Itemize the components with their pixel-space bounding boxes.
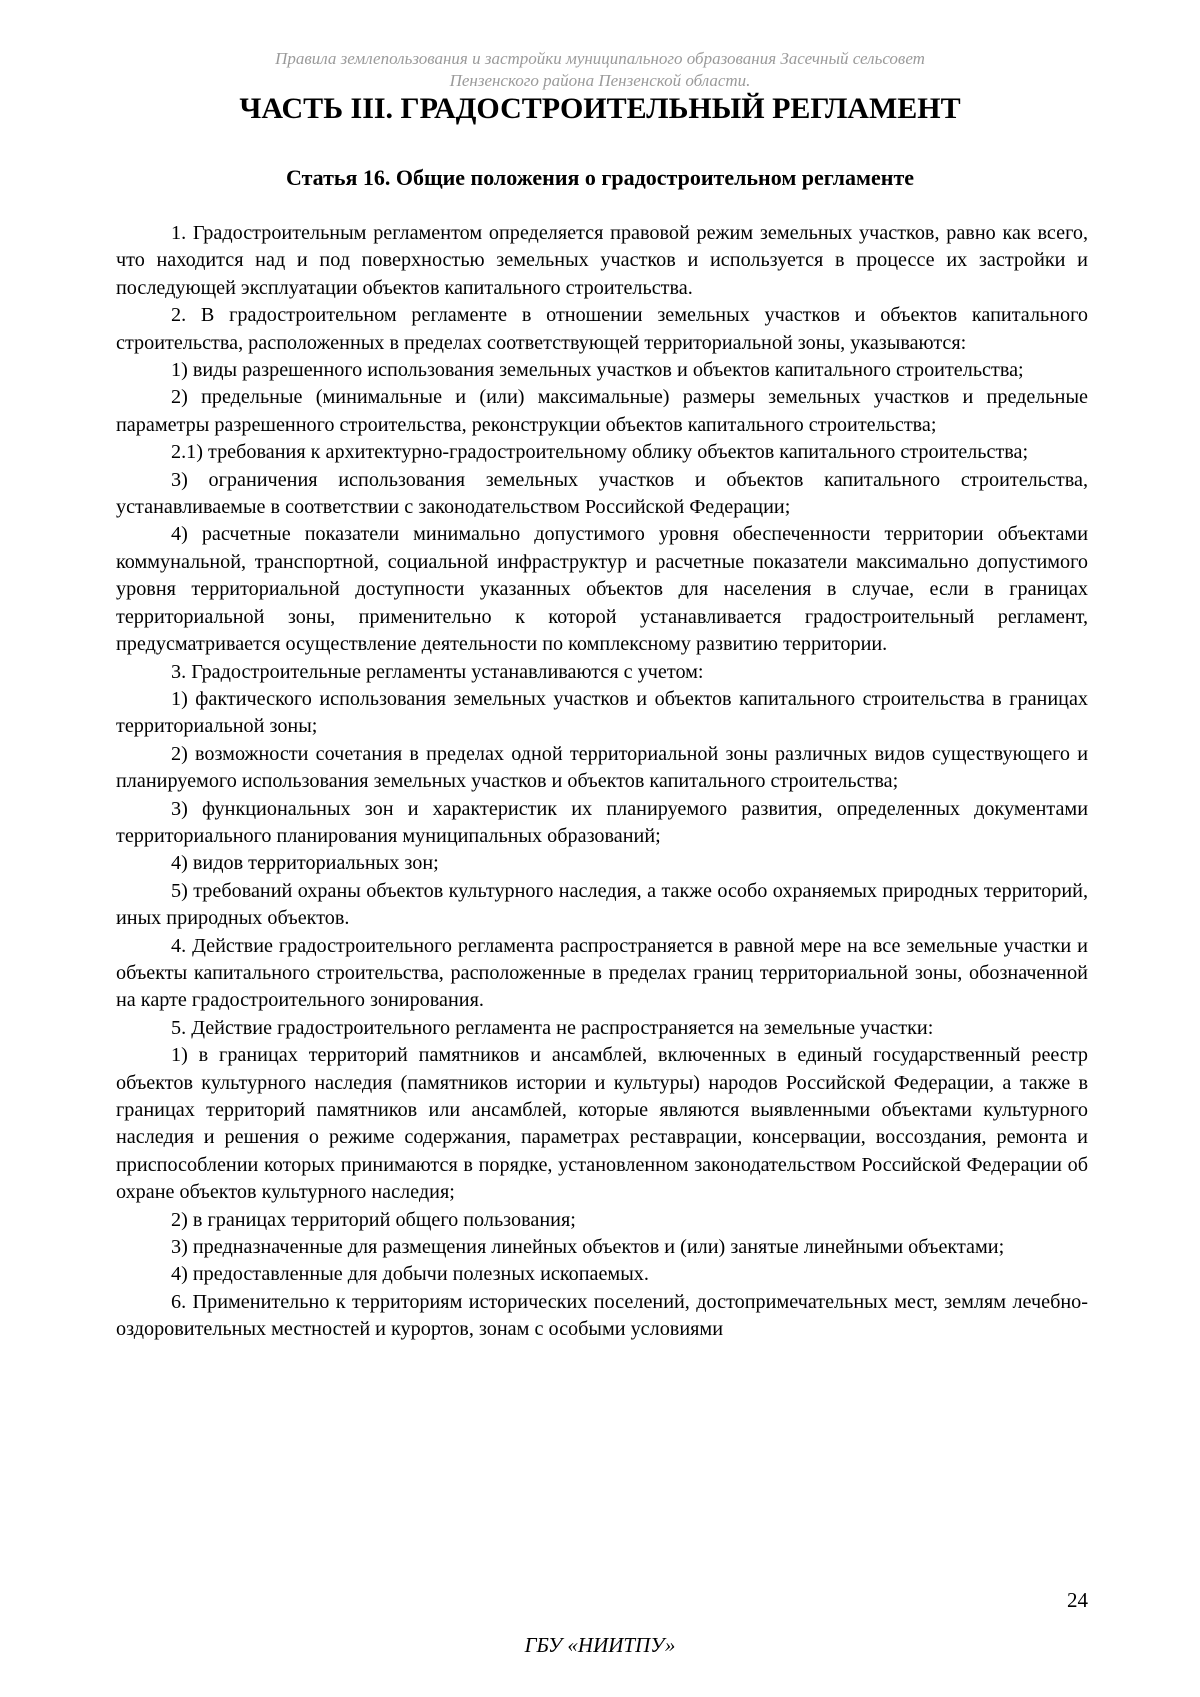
paragraph: 1) фактического использования земельных участков и объектов капитального строительства в границах территориальной зоны;: [116, 687, 1088, 738]
part-title: ЧАСТЬ III. ГРАДОСТРОИТЕЛЬНЫЙ РЕГЛАМЕНТ: [239, 92, 961, 125]
paragraph: 3. Градостроительные регламенты устанавливаются с учетом:: [171, 660, 704, 683]
paragraph: 3) предназначенные для размещения линейных объектов и (или) занятые линейными объектами;: [171, 1236, 1005, 1259]
paragraph: 2) в границах территорий общего пользования;: [171, 1208, 576, 1231]
paragraph: 2) предельные (минимальные и (или) максимальные) размеры земельных участков и предельные параметры разрешенного строительства, реконструкции объектов капитального строительства;: [116, 386, 1088, 436]
footer-organization: ГБУ «НИИТПУ»: [524, 1633, 676, 1657]
running-header-line-2: Пензенского района Пензенской области.: [449, 71, 751, 90]
paragraph: 6. Применительно к территориям исторических поселений, достопримечательных мест, землям лечебно-оздоровительных местностей и курортов, зонам с особыми условиями: [116, 1290, 1088, 1341]
paragraph: 4) расчетные показатели минимально допустимого уровня обеспеченности территории объектами коммунальной, транспортной, социальной инфраструктур и расчетные показатели максимально допустимого уровня территориальной доступности указанных объектов для населения в случае, если в границах территориальной зоны, применительно к которой устанавливается градостроительный регламент, предусматривается осуществление деятельности по комплексному развитию территории.: [116, 523, 1088, 656]
paragraph: 1) в границах территорий памятников и ансамблей, включенных в единый государственный реестр объектов культурного наследия (памятников истории и культуры) народов Российской Федерации, а также в границах территорий памятников или ансамблей, которые являются выявленными объектами культурного наследия и решения о режиме содержания, параметрах реставрации, консервации, воссоздания, ремонта и приспособлении которых принимаются в порядке, установленном законодательством Российской Федерации об охране объектов культурного наследия;: [116, 1044, 1088, 1204]
paragraph: 4) предоставленные для добычи полезных ископаемых.: [171, 1263, 649, 1286]
paragraph: 4. Действие градостроительного регламента распространяется в равной мере на все земельные участки и объекты капитального строительства, расположенные в пределах границ территориальной зоны, обозначенной на карте градостроительного зонирования.: [116, 934, 1088, 1012]
page-number: 24: [1067, 1588, 1088, 1612]
paragraph: 4) видов территориальных зон;: [171, 852, 439, 875]
paragraph: 3) функциональных зон и характеристик их планируемого развития, определенных документами территориального планирования муниципальных образований;: [116, 797, 1088, 847]
paragraph: 5) требований охраны объектов культурного наследия, а также особо охраняемых природных территорий, иных природных объектов.: [116, 879, 1088, 930]
paragraph: 1) виды разрешенного использования земельных участков и объектов капитального строительства;: [171, 359, 1024, 382]
paragraph: 5. Действие градостроительного регламента не распространяется на земельные участки:: [171, 1016, 934, 1039]
paragraph: 1. Градостроительным регламентом определяется правовой режим земельных участков, равно как всего, что находится над и под поверхностью земельных участков и используется в процессе их застройки и последующей эксплуатации объектов капитального строительства.: [116, 222, 1088, 299]
paragraph: 2) возможности сочетания в пределах одной территориальной зоны различных видов существующего и планируемого использования земельных участков и объектов капитального строительства;: [116, 742, 1088, 793]
paragraph: 2.1) требования к архитектурно-градостроительному облику объектов капитального строительства;: [171, 441, 1029, 464]
paragraph: 2. В градостроительном регламенте в отношении земельных участков и объектов капитального строительства, расположенных в пределах соответствующей территориальной зоны, указываются:: [116, 304, 1088, 354]
paragraph: 3) ограничения использования земельных участков и объектов капитального строительства, устанавливаемые в соответствии с законодательством Российской Федерации;: [116, 468, 1088, 519]
running-header-line-1: Правила землепользования и застройки муниципального образования Засечный сельсовет: [275, 49, 925, 68]
article-title: Статья 16. Общие положения о градостроительном регламенте: [285, 165, 915, 190]
article-body: [116, 220, 1088, 1344]
